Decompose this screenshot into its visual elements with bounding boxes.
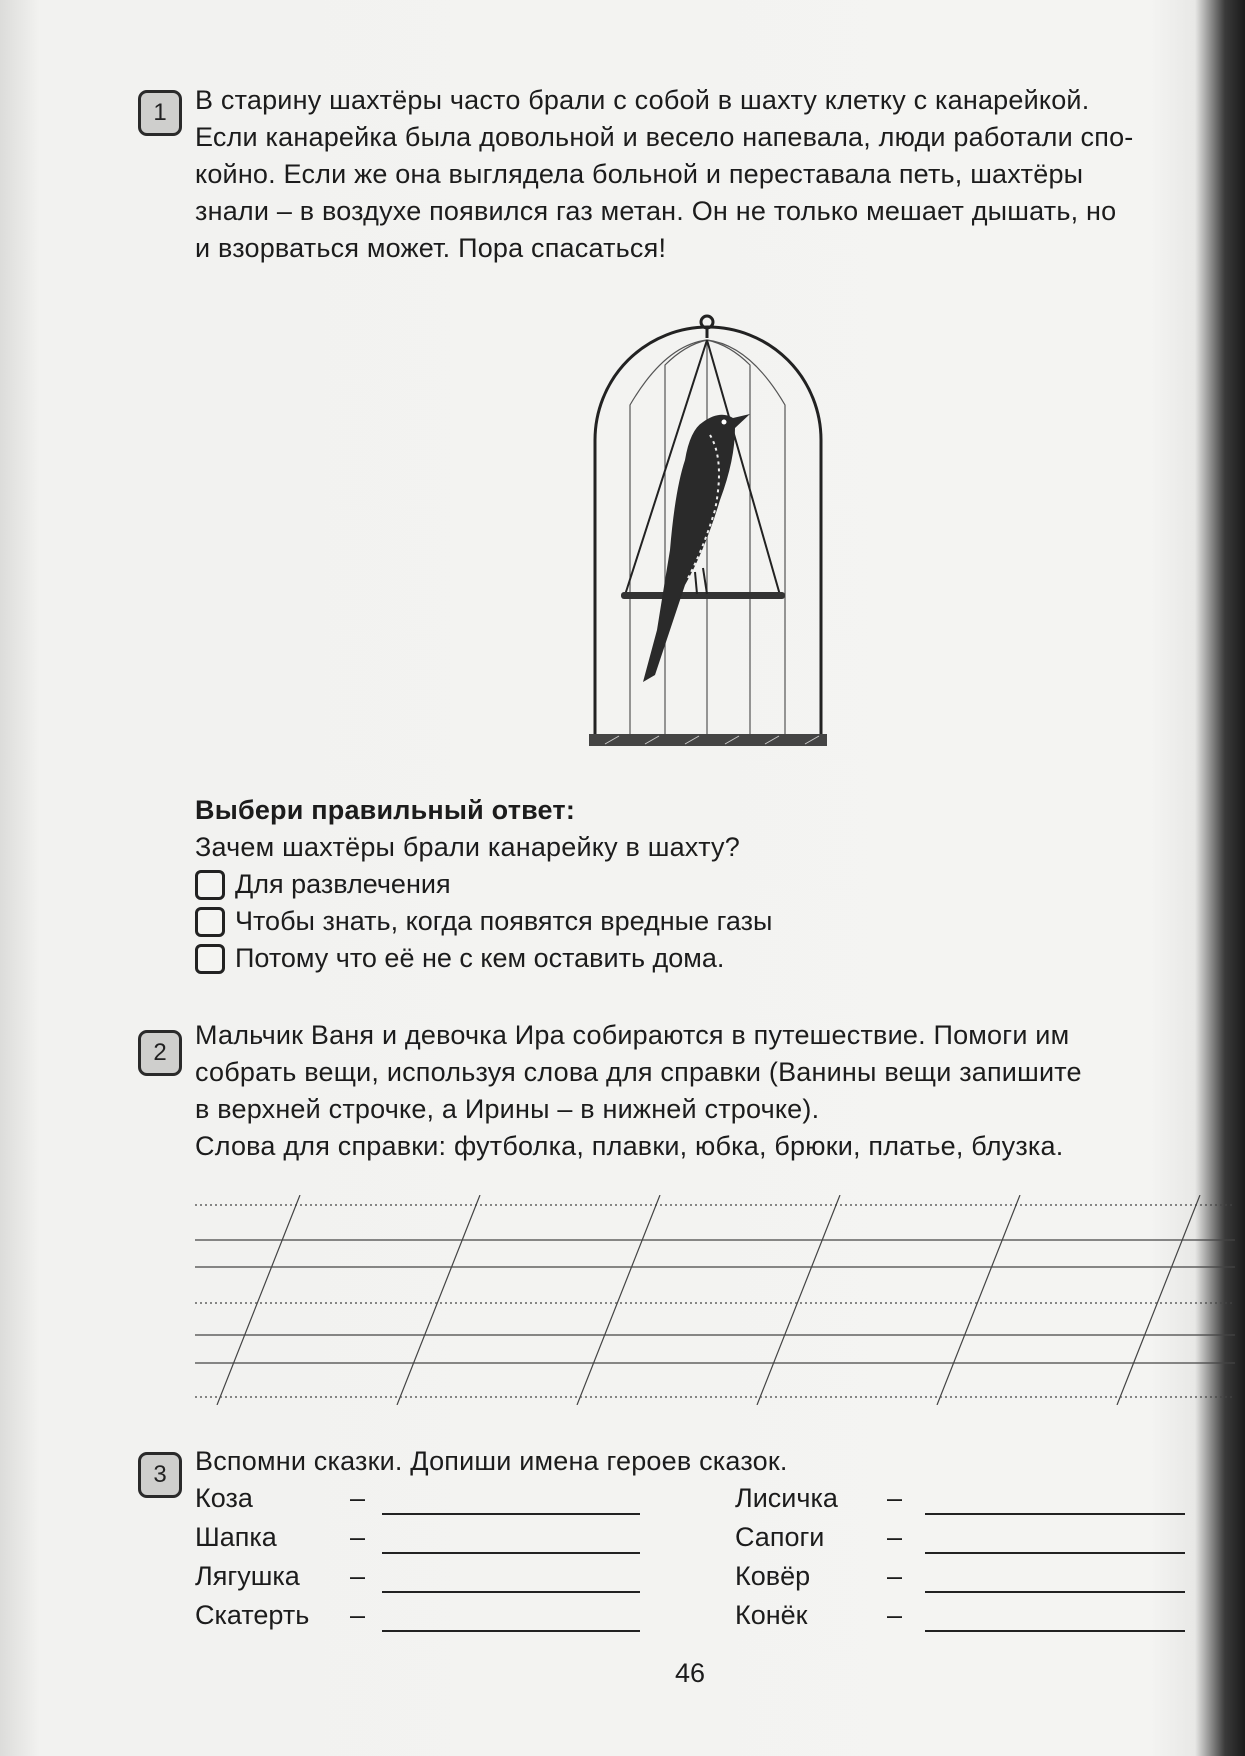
answer-option-1[interactable] xyxy=(195,866,451,903)
answer-line[interactable] xyxy=(382,1513,640,1515)
dash: – xyxy=(350,1600,366,1630)
checkbox[interactable] xyxy=(195,944,225,974)
dash: – xyxy=(887,1600,903,1630)
task3-instruction: Вспомни сказки. Допиши имена героев сказок. xyxy=(195,1446,788,1476)
fairy-tale-word: Скатерть xyxy=(195,1600,310,1630)
answer-line[interactable] xyxy=(382,1591,640,1593)
fill-row xyxy=(195,1597,645,1634)
fairy-tale-word: Сапоги xyxy=(735,1522,825,1552)
task2-line: Слова для справки: футболка, плавки, юбка, брюки, платье, блузка. xyxy=(195,1131,1064,1161)
task2-text xyxy=(195,1017,1235,1165)
answer-line[interactable] xyxy=(925,1630,1185,1632)
answer-line[interactable] xyxy=(382,1552,640,1554)
fill-row xyxy=(195,1558,645,1595)
checkbox[interactable] xyxy=(195,870,225,900)
task2-line: в верхней строчке, а Ирины – в нижней строчке). xyxy=(195,1094,820,1124)
task1-line: Если канарейка была довольной и весело напевала, люди работали спо- xyxy=(195,122,1134,152)
answer-line[interactable] xyxy=(382,1630,640,1632)
writing-lines[interactable] xyxy=(195,1195,1235,1405)
fairy-tale-word: Коза xyxy=(195,1483,253,1513)
task-number-1: 1 xyxy=(138,90,182,136)
fill-row xyxy=(735,1519,1190,1556)
page-number: 46 xyxy=(674,1658,706,1688)
dash: – xyxy=(350,1483,366,1513)
bird-cage-illustration xyxy=(585,310,845,750)
dash: – xyxy=(887,1522,903,1552)
checkbox[interactable] xyxy=(195,907,225,937)
task-number-2: 2 xyxy=(138,1030,182,1076)
answer-option-label: Потому что её не с кем оставить дома. xyxy=(235,943,725,973)
fairy-tale-word: Лисичка xyxy=(735,1483,838,1513)
answer-line[interactable] xyxy=(925,1552,1185,1554)
task1-line: и взорваться может. Пора спасаться! xyxy=(195,233,667,263)
answer-option-label: Чтобы знать, когда появятся вредные газы xyxy=(235,906,773,936)
task1-text xyxy=(195,82,1235,267)
dash: – xyxy=(887,1561,903,1591)
task2-line: собрать вещи, используя слова для справки (Ванины вещи запишите xyxy=(195,1057,1082,1087)
task1-line: знали – в воздухе появился газ метан. Он не только мешает дышать, но xyxy=(195,196,1117,226)
answer-line[interactable] xyxy=(925,1513,1185,1515)
answer-line[interactable] xyxy=(925,1591,1185,1593)
fairy-tale-word: Лягушка xyxy=(195,1561,300,1591)
dash: – xyxy=(350,1522,366,1552)
fairy-tale-word: Конёк xyxy=(735,1600,808,1630)
task1-line: В старину шахтёры часто брали с собой в шахту клетку с канарейкой. xyxy=(195,85,1090,115)
answer-option-3[interactable] xyxy=(195,940,724,977)
dash: – xyxy=(887,1483,903,1513)
dash: – xyxy=(350,1561,366,1591)
task2-line: Мальчик Ваня и девочка Ира собираются в путешествие. Помоги им xyxy=(195,1020,1070,1050)
task1-line: койно. Если же она выглядела больной и переставала петь, шахтёры xyxy=(195,159,1084,189)
task1-instruction: Выбери правильный ответ: xyxy=(195,795,576,825)
task-number-3: 3 xyxy=(138,1452,182,1498)
answer-option-label: Для развлечения xyxy=(235,869,451,899)
fairy-tale-word: Ковёр xyxy=(735,1561,811,1591)
task1-question: Зачем шахтёры брали канарейку в шахту? xyxy=(195,832,740,862)
fill-row xyxy=(195,1519,645,1556)
fairy-tale-word: Шапка xyxy=(195,1522,277,1552)
fill-row xyxy=(735,1597,1190,1634)
answer-option-2[interactable] xyxy=(195,903,772,940)
fill-row xyxy=(195,1480,645,1517)
fill-row xyxy=(735,1480,1190,1517)
fill-row xyxy=(735,1558,1190,1595)
